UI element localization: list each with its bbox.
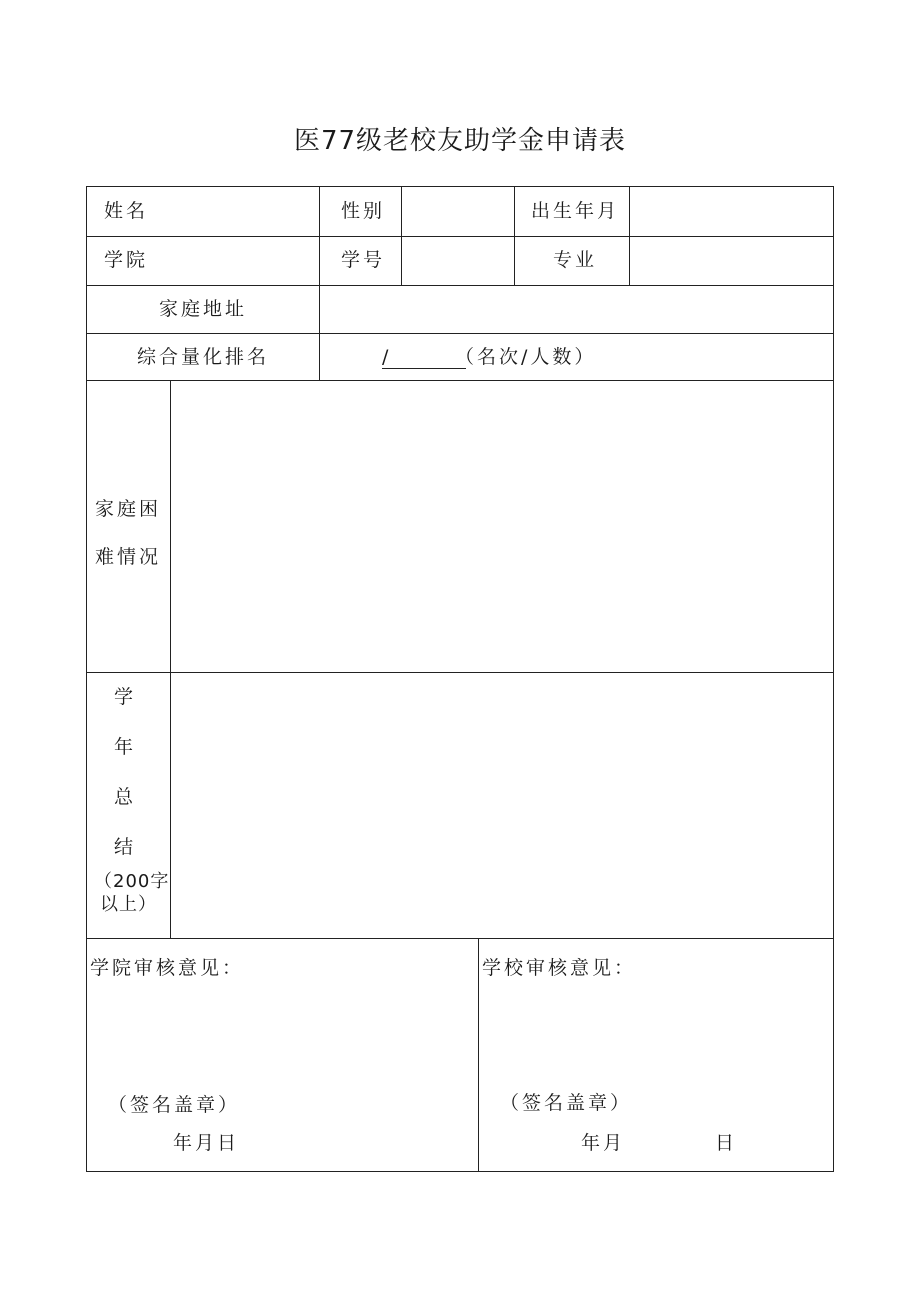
- ranking-label: 综合量化排名: [136, 346, 270, 368]
- school-date-month: 年月: [581, 1132, 626, 1154]
- table-border-bottom: [86, 1171, 834, 1172]
- college-review-label: 学院审核意见：: [90, 957, 245, 979]
- summary-note-line1: （200字: [94, 871, 170, 892]
- row-divider: [86, 236, 834, 237]
- column-divider: [401, 186, 402, 286]
- ranking-hint: （名次/人数）: [455, 346, 597, 368]
- row-divider: [86, 938, 834, 939]
- column-divider: [514, 186, 515, 286]
- gender-label: 性别: [341, 200, 386, 222]
- ranking-slash: /: [382, 346, 392, 368]
- summary-label-char: 结: [113, 836, 137, 858]
- row-divider: [86, 333, 834, 334]
- address-label: 家庭地址: [158, 298, 248, 320]
- birth-label: 出生年月: [531, 200, 620, 222]
- summary-label-char: 总: [113, 786, 137, 808]
- college-date: 年月日: [173, 1132, 240, 1154]
- ranking-fill-line: [382, 348, 466, 369]
- summary-label-char: 年: [113, 736, 137, 758]
- page-title: 医77级老校友助学金申请表: [293, 126, 627, 156]
- name-label: 姓名: [104, 200, 149, 222]
- row-divider: [86, 380, 834, 381]
- college-seal-note: （签名盖章）: [108, 1094, 241, 1116]
- column-divider: [319, 186, 320, 381]
- school-date-day: 日: [715, 1132, 738, 1154]
- hardship-label-line2: 难情况: [94, 546, 162, 568]
- column-divider: [629, 186, 630, 286]
- summary-note-line2: 以上）: [100, 894, 157, 915]
- column-divider: [170, 380, 171, 939]
- hardship-label-line1: 家庭困: [94, 498, 162, 520]
- table-border-top: [86, 186, 834, 187]
- column-divider: [478, 938, 479, 1172]
- row-divider: [86, 285, 834, 286]
- school-review-label: 学校审核意见：: [482, 957, 637, 979]
- school-seal-note: （签名盖章）: [500, 1092, 633, 1114]
- major-label: 专业: [553, 249, 598, 271]
- college-label: 学院: [104, 249, 149, 271]
- student-id-label: 学号: [341, 249, 386, 271]
- summary-label-char: 学: [113, 686, 137, 708]
- row-divider: [86, 672, 834, 673]
